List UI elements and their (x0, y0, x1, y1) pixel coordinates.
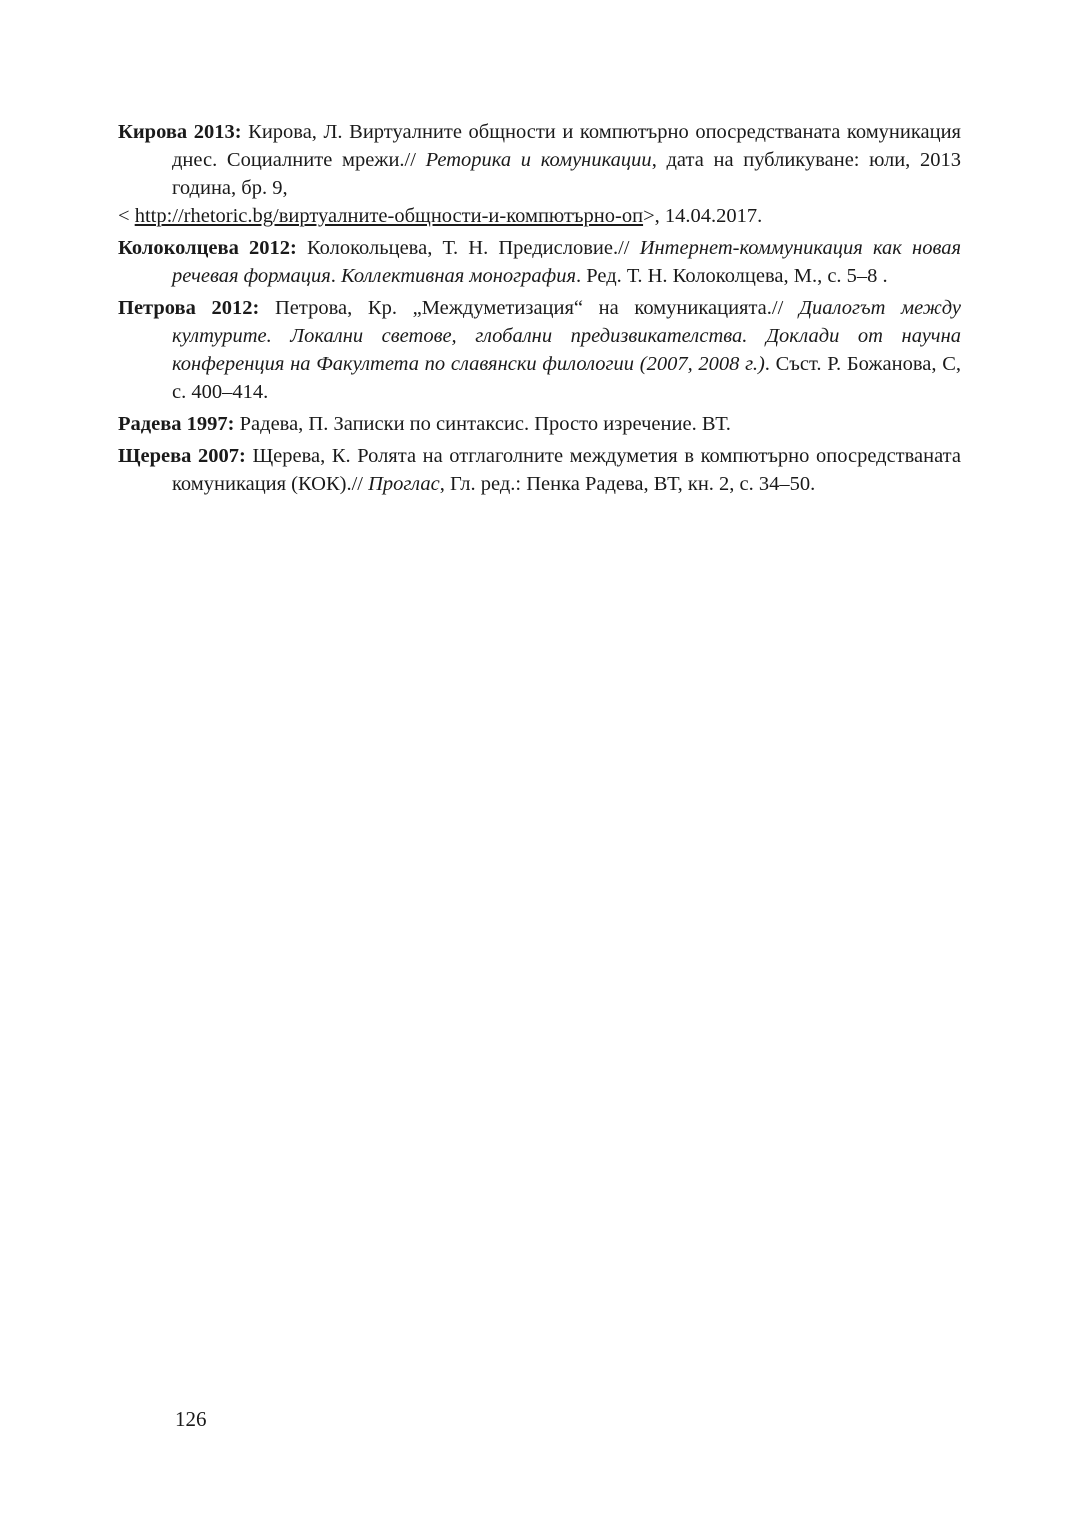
bib-url-link[interactable]: http://rhetoric.bg/виртуалните-общности-и-компютърно-оп (134, 205, 644, 227)
bib-key: Кирова 2013: (118, 121, 242, 143)
bib-text: . Съст. Р. Божанова, С, с. 400–414. (172, 353, 961, 403)
bib-text: , Гл. ред.: Пенка Радева, ВТ, кн. 2, с. 34–50. (439, 473, 816, 495)
bib-key: Петрова 2012: (118, 297, 260, 319)
bib-entry-radeva-1997 (118, 410, 961, 438)
page-number: 126 (175, 1407, 207, 1431)
bib-title-italic: Реторика и комуникации (425, 149, 652, 171)
bib-text: . Ред. Т. Н. Колоколцева, М., с. 5–8 . (576, 265, 888, 287)
bib-title-italic: Коллективная монография (341, 265, 576, 287)
bib-title-italic: Интернет-коммуникация как новая речевая формация (172, 237, 961, 287)
bib-title-italic: Диалогът между културите. Локални светове, глобални предизвикателства. Доклади от научна конференция на Факултета по славянски филологии (2007, 2008 г.) (172, 297, 961, 375)
bib-text: Радева, П. Записки по синтаксис. Просто изречение. ВТ. (234, 413, 731, 435)
bib-entry-kolokolceva-2012 (118, 234, 961, 290)
bib-text: Колокольцева, Т. Н. Предисловие.// (296, 237, 640, 259)
bib-url-line (118, 202, 961, 230)
bibliography-list (118, 118, 961, 502)
url-suffix: >, 14.04.2017. (643, 205, 763, 227)
bib-key: Радева 1997: (118, 413, 235, 435)
bib-title-italic: Проглас (368, 473, 440, 495)
bib-key: Колоколцева 2012: (118, 237, 297, 259)
bib-text: . (330, 265, 341, 287)
bib-text: Кирова, Л. Виртуалните общности и компютърно опосредстваната комуникация днес. Социалните мрежи.// (172, 121, 961, 171)
bib-entry-shtereva-2007 (118, 442, 961, 498)
bib-text: Щерева, К. Ролята на отглаголните междуметия в компютърно опосредстваната комуникация (КОК).// (172, 445, 961, 495)
bib-key: Щерева 2007: (118, 445, 246, 467)
bib-entry-kirova-2013 (118, 118, 961, 230)
bib-text: , дата на публикуване: юли, 2013 година, бр. 9, (172, 149, 961, 199)
bib-entry-petrova-2012 (118, 294, 961, 406)
bib-text: Петрова, Кр. „Междуметизация“ на комуникацията.// (259, 297, 799, 319)
url-prefix: < (118, 205, 135, 227)
